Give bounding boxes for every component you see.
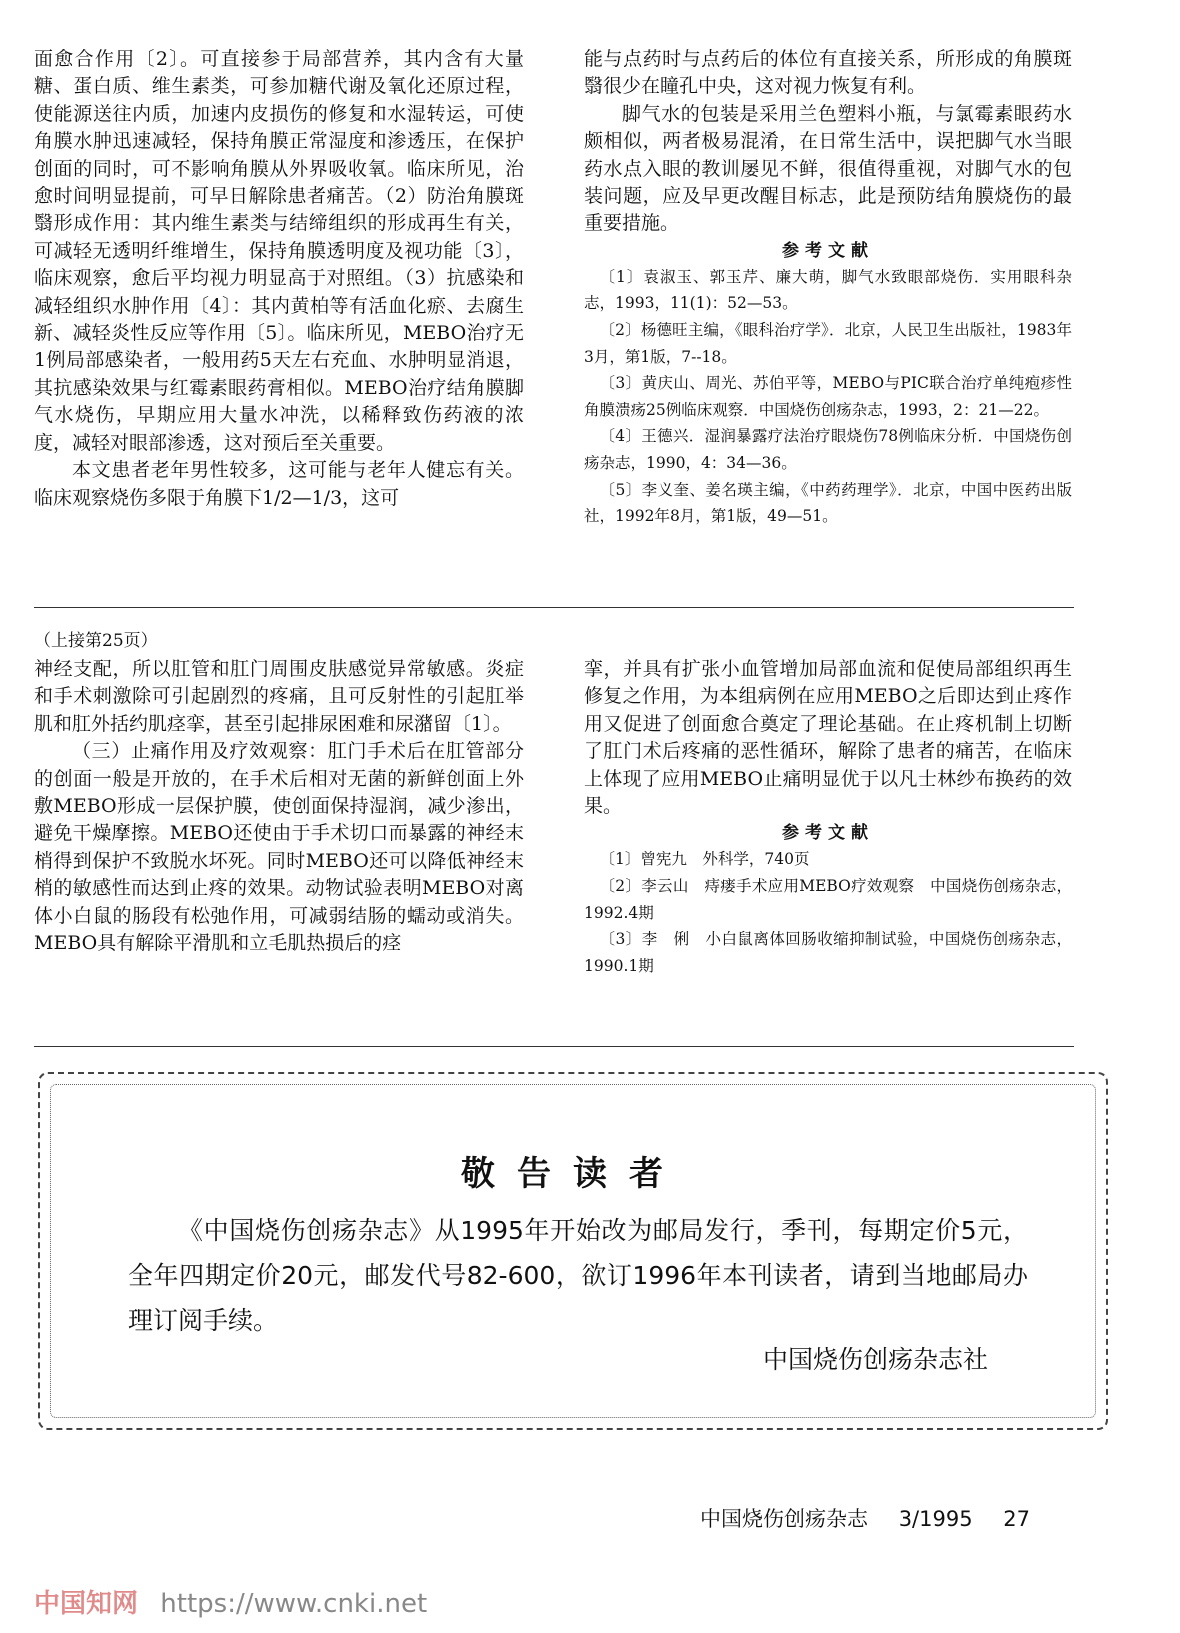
middle-left-column	[34, 656, 524, 957]
reference-item: 〔2〕杨德旺主编，《眼科治疗学》．北京，人民卫生出版社，1983年3月，第1版，7--18。	[584, 321, 1072, 366]
section-divider	[34, 1046, 1074, 1047]
body-paragraph: 挛，并具有扩张小血管增加局部血流和促使局部组织再生修复之作用，为本组病例在应用MEBO之后即达到止疼作用又促进了创面愈合奠定了理论基础。在止疼机制上切断了肛门术后疼痛的恶性循环，解除了患者的痛苦，在临床上体现了应用MEBO止痛明显优于以凡士林纱布换药的效果。	[584, 658, 1072, 818]
footer-issue: 3/1995	[898, 1507, 973, 1531]
middle-right-column	[584, 656, 1072, 979]
cnki-watermark	[34, 1583, 427, 1620]
page-footer	[700, 1503, 1054, 1533]
body-paragraph: 脚气水的包装是采用兰色塑料小瓶，与氯霉素眼药水颇相似，两者极易混淆，在日常生活中，误把脚气水当眼药水点入眼的教训屡见不鲜，很值得重视，对脚气水的包装问题，应及早更改醒目标志，此是预防结角膜烧伤的最重要措施。	[584, 102, 1072, 235]
upper-left-column	[34, 46, 524, 512]
continued-from-label: （上接第25页）	[34, 631, 158, 651]
notice-body	[128, 1208, 1028, 1343]
watermark-url: https://www.cnki.net	[160, 1589, 428, 1619]
notice-title: 敬告读者	[461, 1154, 685, 1194]
reference-item: 〔1〕曾宪九 外科学，740页	[599, 850, 810, 869]
footer-journal: 中国烧伤创疡杂志	[700, 1507, 868, 1531]
watermark-name: 中国知网	[34, 1589, 139, 1619]
reference-item: 〔4〕王德兴．湿润暴露疗法治疗眼烧伤78例临床分析．中国烧伤创疡杂志，1990，4：34—36。	[584, 427, 1072, 472]
reference-item: 〔3〕黄庆山、周光、苏伯平等，MEBO与PIC联合治疗单纯疱疹性角膜溃疡25例临床观察．中国烧伤创疡杂志，1993，2：21—22。	[584, 374, 1072, 419]
reference-item: 〔3〕李 俐 小白鼠离体回肠收缩抑制试验，中国烧伤创疡杂志，1990.1期	[584, 930, 1072, 975]
body-paragraph: 神经支配，所以肛管和肛门周围皮肤感觉异常敏感。炎症和手术刺激除可引起剧烈的疼痛，且可反射性的引起肛举肌和肛外括约肌痉挛，甚至引起排尿困难和尿潴留〔1〕。	[34, 658, 524, 735]
upper-right-column	[584, 46, 1072, 530]
reference-item: 〔2〕李云山 痔瘘手术应用MEBO疗效观察 中国烧伤创疡杂志，1992.4期	[584, 877, 1072, 922]
body-paragraph: 本文患者老年男性较多，这可能与老年人健忘有关。临床观察烧伤多限于角膜下1/2—1/3，这可	[34, 459, 524, 509]
body-paragraph: （三）止痛作用及疗效观察：肛门手术后在肛管部分的创面一般是开放的，在手术后相对无菌的新鲜创面上外敷MEBO形成一层保护膜，使创面保持湿润，减少渗出，避免干燥摩擦。MEBO还使由于手术切口而暴露的神经末梢得到保护不致脱水坏死。同时MEBO还可以降低神经末梢的敏感性而达到止疼的效果。动物试验表明MEBO对离体小白鼠的肠段有松弛作用，可减弱结肠的蠕动或消失。MEBO具有解除平滑肌和立毛肌热损后的痉	[34, 740, 524, 955]
body-paragraph: 面愈合作用〔2〕。可直接参于局部营养，其内含有大量糖、蛋白质、维生素类，可参加糖代谢及氧化还原过程，使能源送往内质，加速内皮损伤的修复和水湿转运，可使角膜水肿迅速减轻，保持角膜正常湿度和渗透压，在保护创面的同时，可不影响角膜从外界吸收氧。临床所见，治愈时间明显提前，可早日解除患者痛苦。（2）防治角膜斑翳形成作用：其内维生素类与结缔组织的形成再生有关，可减轻无透明纤维增生，保持角膜透明度及视功能〔3〕，临床观察，愈后平均视力明显高于对照组。（3）抗感染和减轻组织水肿作用〔4〕：其内黄柏等有活血化瘀、去腐生新、减轻炎性反应等作用〔5〕。临床所见，MEBO治疗无1例局部感染者，一般用药5天左右充血、水肿明显消退，其抗感染效果与红霉素眼药膏相似。MEBO治疗结角膜脚气水烧伤，早期应用大量水冲洗，以稀释致伤药液的浓度，减轻对眼部渗透，这对预后至关重要。	[34, 48, 524, 454]
references-heading: 参考文献	[782, 823, 874, 844]
notice-signature: 中国烧伤创疡杂志社	[762, 1345, 988, 1374]
notice-text: 《中国烧伤创疡杂志》从1995年开始改为邮局发行，季刊，每期定价5元，全年四期定价20元，邮发代号82-600，欲订1996年本刊读者，请到当地邮局办理订阅手续。	[128, 1216, 1028, 1335]
footer-page-number: 27	[1003, 1507, 1030, 1531]
reader-notice-box	[38, 1072, 1108, 1430]
reference-item: 〔5〕李义奎、姜名瑛主编，《中药药理学》．北京，中国中医药出版社，1992年8月，第1版，49—51。	[584, 480, 1072, 526]
reference-item: 〔1〕袁淑玉、郭玉芹、廉大萌，脚气水致眼部烧伤．实用眼科杂志，1993，11(1)：52—53。	[584, 267, 1072, 313]
references-heading: 参考文献	[782, 240, 874, 261]
body-paragraph: 能与点药时与点药后的体位有直接关系，所形成的角膜斑翳很少在瞳孔中央，这对视力恢复有利。	[584, 48, 1072, 98]
section-divider	[34, 607, 1074, 608]
